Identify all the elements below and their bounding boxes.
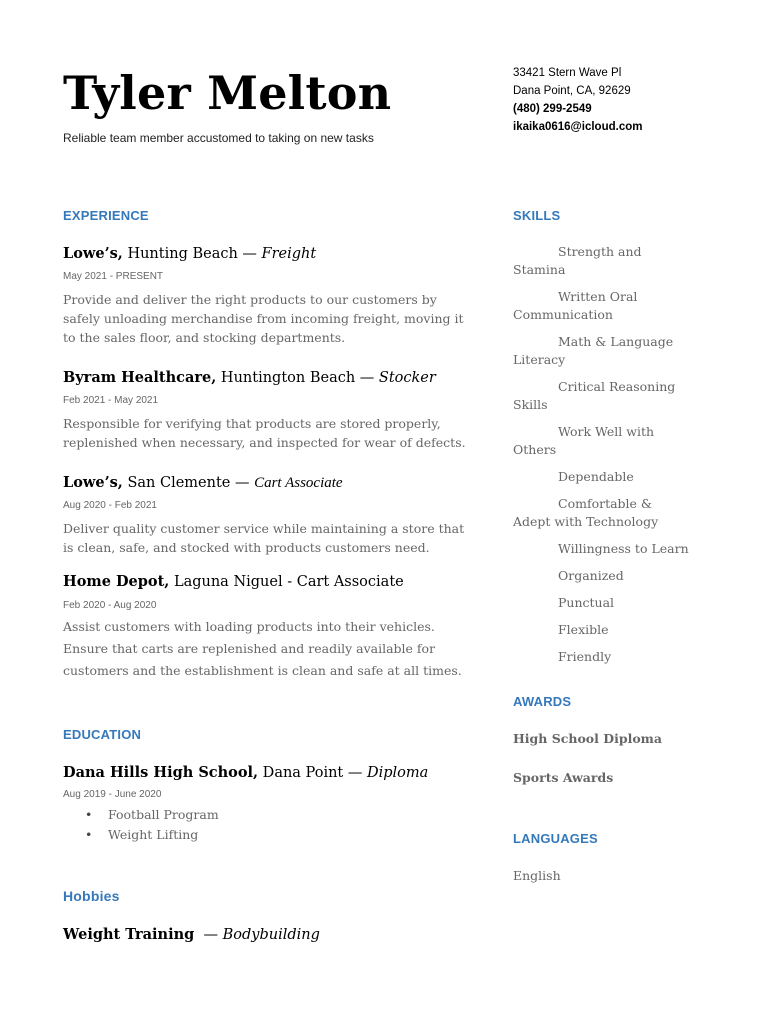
- job-description: Provide and deliver the right products to our customers by safely unloading merchandise from incoming freight, moving it to the sales floor, and stocking departments.: [63, 292, 464, 345]
- award-item: High School Diploma: [513, 731, 662, 746]
- list-item: • Weight Lifting: [63, 825, 473, 845]
- job-title-line: [63, 474, 473, 492]
- activities-list: [63, 805, 473, 845]
- job-dates: Aug 2020 - Feb 2021: [63, 500, 157, 511]
- address-line-1: 33421 Stern Wave Pl: [513, 67, 622, 79]
- skill-item: Comfortable & Adept with Technology: [513, 496, 659, 529]
- job-description: Responsible for verifying that products are stored properly, replenished when necessary, and inspected for wear of defects.: [63, 416, 466, 450]
- job-description: Assist customers with loading products into their vehicles. Ensure that carts are replenished and readily available for customers and the establishment is clean and safe at all times.: [63, 619, 462, 678]
- education-item: [63, 764, 473, 845]
- skill-item: Dependable: [558, 469, 634, 484]
- language-item: English: [513, 868, 561, 883]
- experience-heading: EXPERIENCE: [63, 208, 149, 223]
- job-description: Deliver quality customer service while maintaining a store that is clean, safe, and stocked with products customers need.: [63, 521, 465, 555]
- hobby-item: [63, 926, 320, 943]
- job-role: Cart Associate: [254, 475, 343, 491]
- job-location: Laguna Niguel - Cart Associate: [169, 574, 404, 590]
- phone-number: (480) 299-2549: [513, 103, 592, 115]
- job-dates: Feb 2020 - Aug 2020: [63, 600, 157, 611]
- job-role: Freight: [261, 246, 317, 262]
- skill-item: Friendly: [558, 649, 612, 664]
- skill-item: Written Oral Communication: [513, 289, 638, 322]
- job-company: Lowe’s,: [63, 245, 123, 262]
- school-name: Dana Hills High School,: [63, 764, 259, 781]
- list-item: • Football Program: [63, 805, 473, 825]
- experience-item: [63, 474, 473, 557]
- hobby-separator: —: [194, 927, 223, 943]
- education-heading: EDUCATION: [63, 727, 142, 742]
- skill-item: Flexible: [558, 622, 609, 637]
- degree: Diploma: [366, 765, 429, 781]
- job-company: Lowe’s,: [63, 474, 123, 491]
- experience-item: [63, 245, 473, 347]
- skill-item: Willingness to Learn: [558, 541, 689, 556]
- award-item: Sports Awards: [513, 770, 614, 785]
- skill-item: Math & Language Literacy: [513, 334, 674, 367]
- job-company: Byram Healthcare,: [63, 369, 217, 386]
- job-title-line: [63, 245, 473, 263]
- hobby-type: Bodybuilding: [222, 927, 320, 943]
- skill-item: Strength and Stamina: [513, 244, 642, 277]
- skill-item: Punctual: [558, 595, 615, 610]
- skill-item: Work Well with Others: [513, 424, 655, 457]
- job-location: San Clemente —: [122, 475, 255, 491]
- school-location: Dana Point —: [258, 765, 367, 781]
- languages-heading: LANGUAGES: [513, 831, 598, 846]
- job-title-line: [63, 369, 473, 387]
- address-line-2: Dana Point, CA, 92629: [513, 85, 631, 97]
- contact-block: [513, 64, 642, 136]
- skill-item: Organized: [558, 568, 624, 583]
- experience-item: [63, 369, 473, 452]
- job-company: Home Depot,: [63, 573, 170, 590]
- experience-item: [63, 573, 473, 682]
- job-title-line: [63, 573, 473, 591]
- resume-name: Tyler Melton: [63, 66, 392, 120]
- job-dates: Feb 2021 - May 2021: [63, 395, 159, 406]
- hobby-name: Weight Training: [63, 926, 195, 943]
- education-dates: Aug 2019 - June 2020: [63, 789, 162, 800]
- tagline: Reliable team member accustomed to taking on new tasks: [63, 131, 374, 145]
- education-title-line: [63, 764, 473, 782]
- skill-item: Critical Reasoning Skills: [513, 379, 676, 412]
- email-address: ikaika0616@icloud.com: [513, 121, 643, 133]
- skills-list: [513, 243, 693, 675]
- skills-heading: SKILLS: [513, 208, 561, 223]
- job-role: Stocker: [378, 370, 436, 386]
- job-location: Huntington Beach —: [216, 370, 379, 386]
- awards-heading: AWARDS: [513, 694, 572, 709]
- job-dates: May 2021 - PRESENT: [63, 271, 164, 282]
- job-location: Hunting Beach —: [122, 246, 262, 262]
- hobbies-heading: Hobbies: [63, 888, 120, 904]
